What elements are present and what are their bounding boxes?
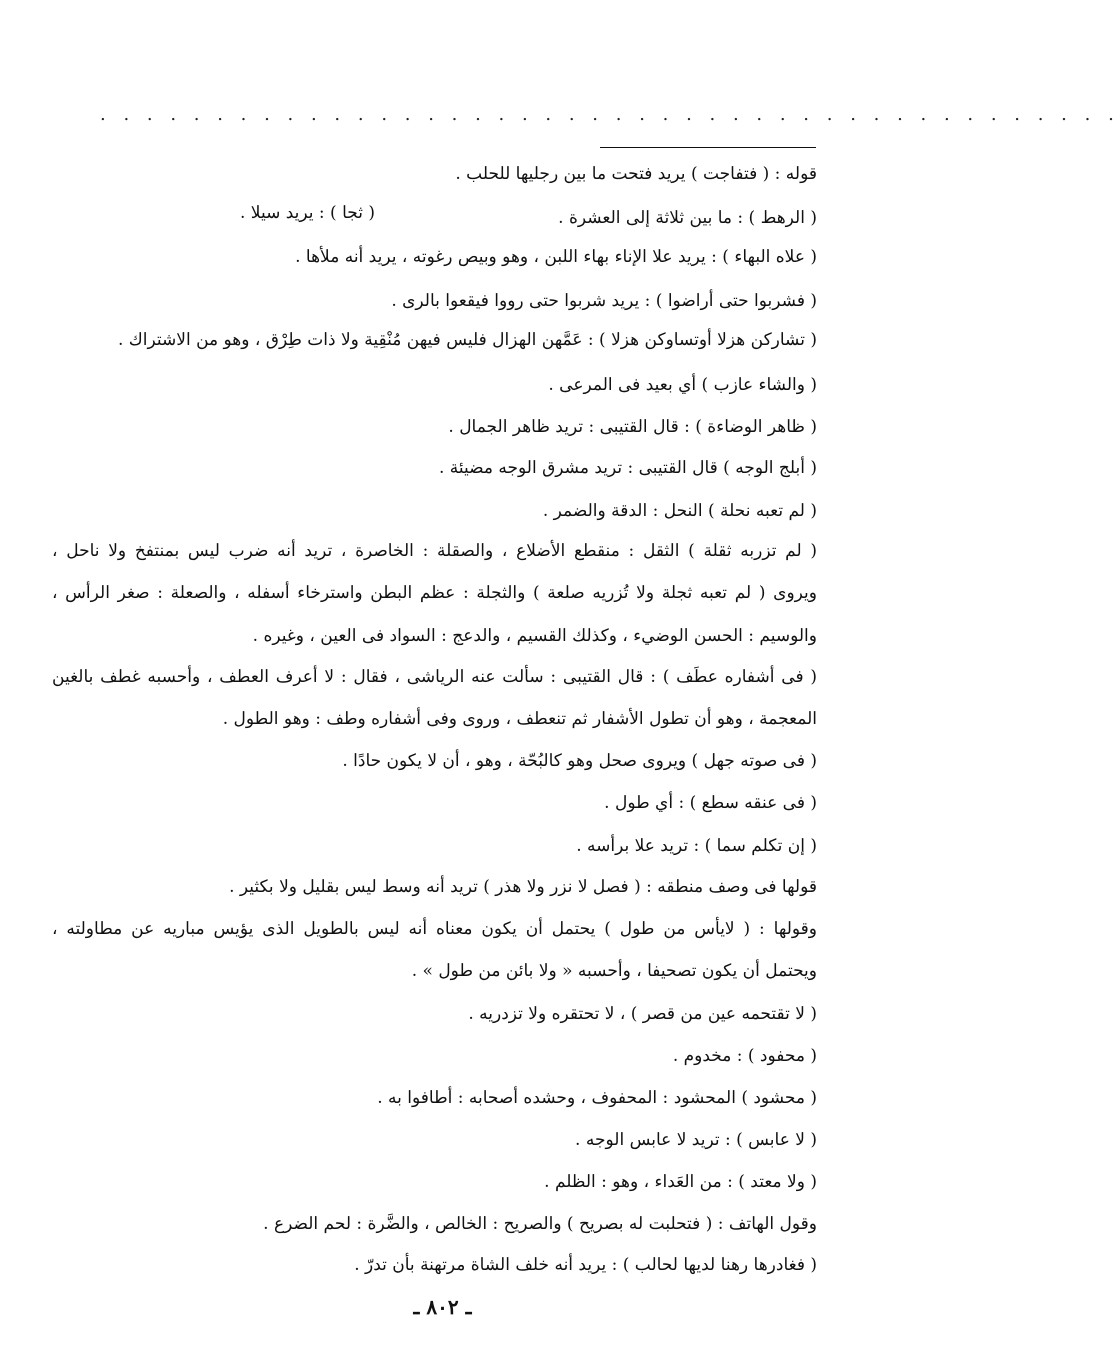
- text-line: ( فغادرها رهنا لديها لحالب ) : يريد أنه خلف الشاة مرتهنة بأن تدرّ .: [354, 1255, 817, 1275]
- text-line: قوله : ( فتفاجت ) يريد فتحت ما بين رجليها للحلب .: [455, 164, 817, 184]
- text-line: ( فى عنقه سطع ) : أي طول .: [604, 793, 817, 813]
- text-line: ( لم تزربه ثقلة ) الثقل : منقطع الأضلاع ، والصقلة : الخاصرة ، تريد أنه ضرب ليس بمنتفخ ولا ناحل ،: [52, 541, 817, 561]
- text-line: ( ظاهر الوضاءة ) : قال القتيبى : تريد ظاهر الجمال .: [448, 417, 817, 437]
- header-dotted-line: . . . . . . . . . . . . . . . . . . . . . . . . . . . . . . . . . . . . . . . . . . . .: [100, 104, 1120, 125]
- text-line: والوسيم : الحسن الوضيء ، وكذلك القسيم ، والدعج : السواد فى العين ، وغيره .: [252, 626, 817, 646]
- text-line: ( والشاء عازب ) أي بعيد فى المرعى .: [548, 375, 817, 395]
- text-line: ( أبلج الوجه ) قال القتيبى : تريد مشرق الوجه مضيئة .: [438, 458, 817, 478]
- text-line: ( ولا معتد ) : من العَداء ، وهو : الظلم .: [544, 1172, 817, 1192]
- text-line: ( لا عابس ) : تريد لا عابس الوجه .: [575, 1130, 817, 1150]
- text-line: ( محفود ) : مخدوم .: [672, 1046, 817, 1066]
- text-line: وقول الهاتف : ( فتحلبت له بصريح ) والصريح : الخالص ، والضَّرة : لحم الضرع .: [263, 1214, 817, 1234]
- text-line: ويروى ( لم تعبه ثجلة ولا تُزريه صلعة ) والثجلة : عظم البطن واسترخاء أسفله ، والصعلة : صغر الرأس ،: [52, 583, 817, 603]
- text-line: ( تشاركن هزلا أوتساوكن هزلا ) : عَمَّهن الهزال فليس فيهن مُنْقِية ولا ذات طِرْق ، وهو من الاشتراك .: [117, 330, 817, 350]
- text-line: ( الرهط ) : ما بين ثلاثة إلى العشرة .: [558, 208, 817, 228]
- text-line: ( علاه البهاء ) : يريد علا الإناء بهاء اللبن ، وهو وبيص رغوته ، يريد أنه ملأها .: [295, 247, 817, 267]
- text-line: ( فشربوا حتى أراضوا ) : يريد شربوا حتى رووا فيقعوا بالرى .: [391, 291, 817, 311]
- text-line: ( لا تقتحمه عين من قصر ) ، لا تحتقره ولا تزدريه .: [468, 1004, 817, 1024]
- text-line-second-column: ( ثجا ) : يريد سيلا .: [240, 203, 375, 223]
- header-rule: [600, 147, 816, 148]
- text-line: ويحتمل أن يكون تصحيفا ، وأحسبه « ولا بائن من طول » .: [411, 961, 817, 981]
- text-line: وقولها : ( لايأس من طول ) يحتمل أن يكون معناه أنه ليس بالطويل الذى يؤيس مباريه عن مطاولته ،: [52, 919, 817, 939]
- text-line: ( لم تعبه نحلة ) النحل : الدقة والضمر .: [542, 501, 817, 521]
- text-line: قولها فى وصف منطقه : ( فصل لا نزر ولا هذر ) تريد أنه وسط ليس بقليل ولا بكثير .: [229, 877, 817, 897]
- text-line: ( فى صوته جهل ) ويروى صحل وهو كالبُحّة ، وهو ، أن لا يكون حادًا .: [342, 751, 817, 771]
- text-line: ( محشود ) المحشود : المحفوف ، وحشده أصحابه : أطافوا به .: [377, 1088, 817, 1108]
- page-number: ـ ٨٠٢ ـ: [413, 1295, 472, 1319]
- text-line: المعجمة ، وهو أن تطول الأشفار ثم تنعطف ، وروى وفى أشفاره وطف : وهو الطول .: [222, 709, 817, 729]
- text-line: ( إن تكلم سما ) : تريد علا برأسه .: [576, 836, 817, 856]
- text-line: ( فى أشفاره عطَف ) : قال القتيبى : سألت عنه الرياشى ، فقال : لا أعرف العطف ، وأحسبه غطف بالغين: [52, 667, 817, 687]
